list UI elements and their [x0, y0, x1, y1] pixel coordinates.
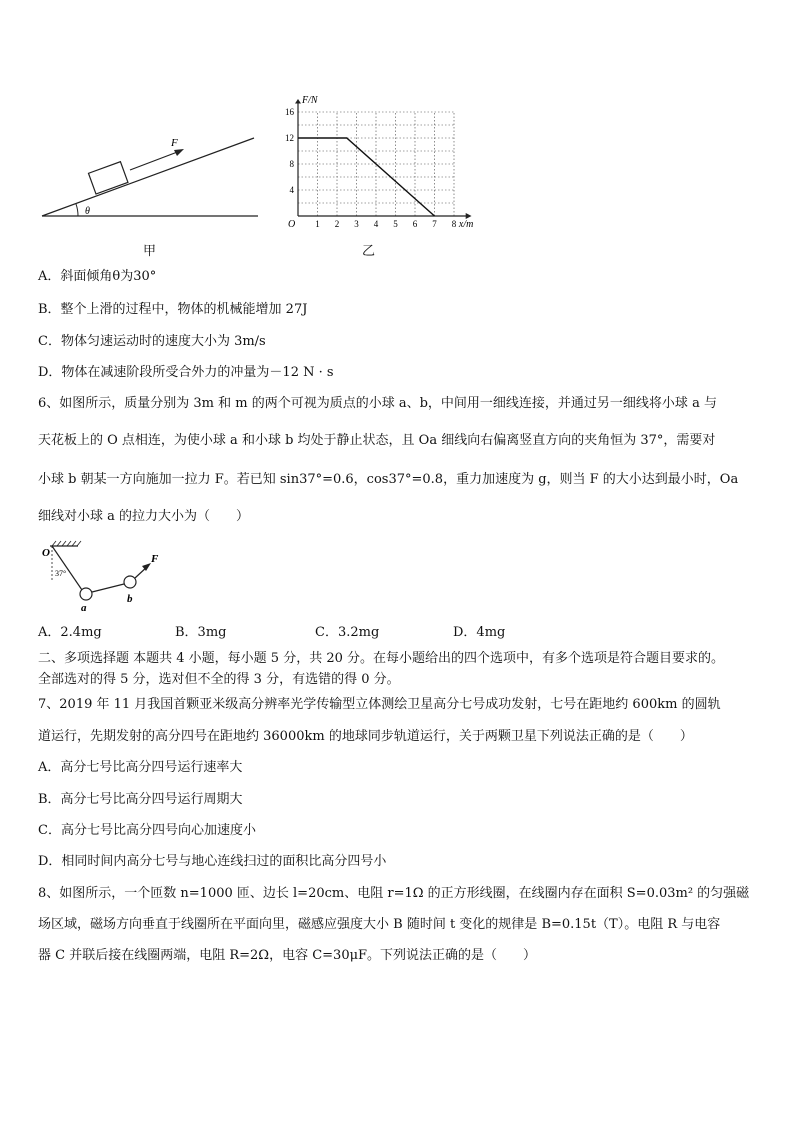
x-tick-label: 7: [432, 219, 437, 229]
y-axis-label: F/N: [302, 95, 318, 106]
x-tick-label: 2: [334, 219, 340, 229]
figure-force-graph: [280, 84, 500, 234]
q6-option-b: B．3mg: [175, 625, 227, 640]
q8-line-1: 8、如图所示，一个匝数 n=1000 匝、边长 l=20cm、电阻 r=1Ω 的正方形线圈，在线圈内存在面积 S=0.03m² 的匀强磁: [38, 886, 750, 901]
y-tick-label: 8: [289, 159, 294, 169]
force-label: F: [171, 137, 178, 149]
q5-option-c: C．物体匀速运动时的速度大小为 3m/s: [38, 334, 266, 349]
y-tick-label: 16: [285, 107, 294, 117]
q5-option-a: A．斜面倾角θ为30°: [38, 269, 157, 284]
angle-label: θ: [85, 206, 90, 217]
q8-line-2: 场区域，磁场方向垂直于线圈所在平面向里，磁感应强度大小 B 随时间 t 变化的规律是 B=0.15t（T）。电阻 R 与电容: [38, 917, 721, 932]
figure-balls: [38, 540, 178, 615]
q6-line-4: 细线对小球 a 的拉力大小为（ ）: [38, 509, 250, 524]
section2-header-2: 全部选对的得 5 分，选对但不全的得 3 分，有选错的得 0 分。: [38, 672, 400, 687]
y-axis-arrow: [295, 99, 301, 104]
x-tick-label: 5: [393, 219, 398, 229]
ball-a-label: a: [81, 602, 87, 614]
y-tick-label: 4: [289, 185, 294, 195]
q7-option-d: D．相同时间内高分七号与地心连线扫过的面积比高分四号小: [38, 854, 387, 869]
q8-line-3: 器 C 并联后接在线圈两端，电阻 R=2Ω，电容 C=30μF。下列说法正确的是（ ）: [38, 948, 537, 963]
q6-option-d: D．4mg: [453, 625, 506, 640]
origin-label: O: [288, 219, 296, 230]
angle-37-label: 37°: [55, 569, 67, 578]
q5-option-b: B．整个上滑的过程中，物体的机械能增加 27J: [38, 302, 308, 317]
x-tick-label: 6: [412, 219, 418, 229]
q6-line-1: 6、如图所示，质量分别为 3m 和 m 的两个可视为质点的小球 a、b，中间用一细线连接，并通过另一细线将小球 a 与: [38, 396, 717, 411]
figure-a-caption: 甲: [143, 244, 157, 259]
x-tick-label: 8: [451, 219, 457, 229]
q6-option-a: A．2.4mg: [38, 625, 102, 640]
x-axis-label: x/m: [458, 219, 474, 230]
figure-b-caption: 乙: [362, 244, 376, 259]
x-tick-label: 3: [354, 219, 359, 229]
q7-option-b: B．高分七号比高分四号运行周期大: [38, 792, 243, 807]
q5-option-d: D．物体在减速阶段所受合外力的冲量为－12 N · s: [38, 365, 334, 380]
q7-line-2: 道运行，先期发射的高分四号在距地约 36000km 的地球同步轨道运行，关于两颗卫星下列说法正确的是（ ）: [38, 729, 693, 744]
y-tick-label: 12: [285, 133, 294, 143]
q6-line-2: 天花板上的 O 点相连，为使小球 a 和小球 b 均处于静止状态，且 Oa 细线向右偏离竖直方向的夹角恒为 37°，需要对: [38, 433, 716, 448]
q6-option-c: C．3.2mg: [315, 625, 380, 640]
figure-incline: [38, 108, 263, 233]
q7-line-1: 7、2019 年 11 月我国首颗亚米级高分辨率光学传输型立体测绘卫星高分七号成功发射，七号在距地约 600km 的圆轨: [38, 697, 721, 712]
q7-option-c: C．高分七号比高分四号向心加速度小: [38, 823, 256, 838]
ball-b-label: b: [127, 593, 133, 605]
point-o-label: O: [42, 547, 50, 559]
x-tick-label: 4: [373, 219, 379, 229]
q7-option-a: A．高分七号比高分四号运行速率大: [38, 760, 243, 775]
x-tick-label: 1: [315, 219, 320, 229]
force-f-label: F: [151, 553, 159, 565]
section2-header-1: 二、多项选择题 本题共 4 小题，每小题 5 分，共 20 分。在每小题给出的四个选项中，有多个选项是符合题目要求的。: [38, 651, 725, 666]
q6-line-3: 小球 b 朝某一方向施加一拉力 F。若已知 sin37°=0.6，cos37°=0.8，重力加速度为 g，则当 F 的大小达到最小时，Oa: [38, 472, 739, 487]
